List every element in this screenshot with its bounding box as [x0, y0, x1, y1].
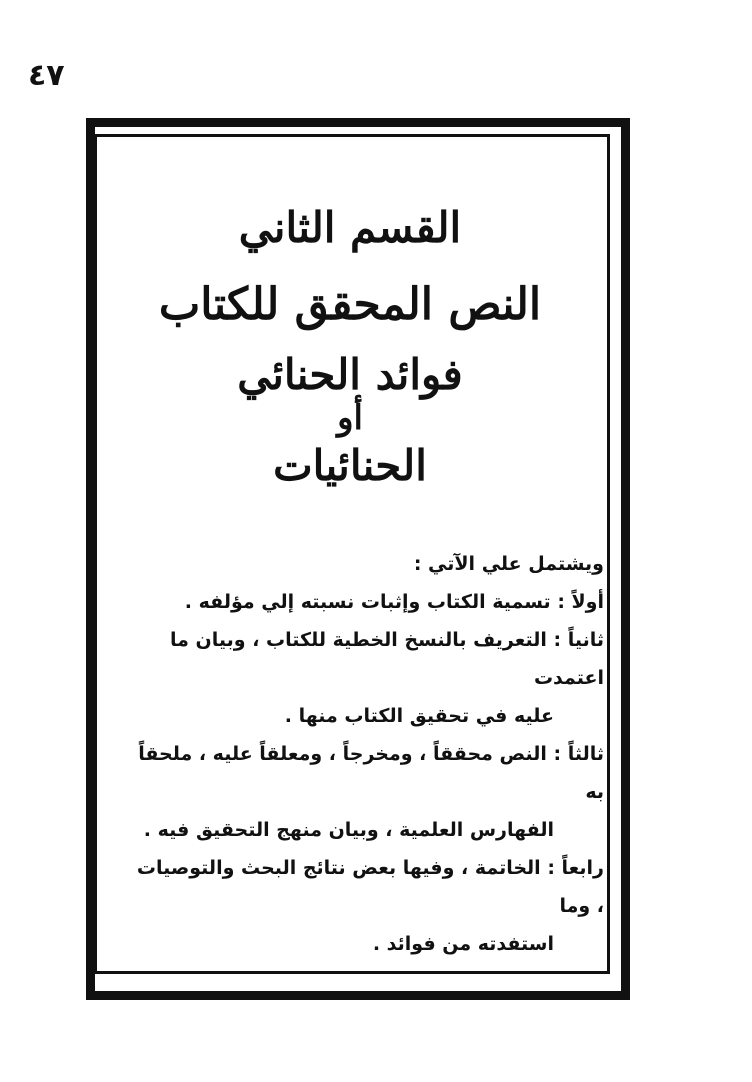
- list-item: [124, 735, 604, 849]
- list-item: [124, 849, 604, 963]
- title-conjunction: أو: [337, 397, 363, 438]
- item-continuation: الفهارس العلمية ، وبيان منهج التحقيق فيه .: [143, 819, 554, 841]
- section-heading: القسم الثاني: [238, 203, 462, 252]
- contents-list: [124, 545, 604, 963]
- item-text: الخاتمة ، وفيها بعض نتائج البحث والتوصيات ، وما: [136, 857, 604, 917]
- list-item: [124, 621, 604, 735]
- item-text: النص محققاً ، ومخرجاً ، ومعلقاً عليه ، ملحقاً به: [138, 743, 604, 803]
- book-alt-title: الحنائيات: [273, 441, 427, 491]
- item-text: التعريف بالنسخ الخطية للكتاب ، وبيان ما اعتمدت: [170, 629, 604, 689]
- list-item: [124, 583, 604, 621]
- item-continuation: استفدته من فوائد .: [372, 933, 554, 955]
- item-text: تسمية الكتاب وإثبات نسبته إلي مؤلفه .: [184, 591, 551, 613]
- item-label: ثالثاً :: [553, 743, 604, 765]
- item-label: ثانياً :: [553, 629, 604, 651]
- title-block: [100, 195, 600, 489]
- item-label: رابعاً :: [547, 857, 604, 879]
- section-subtitle: النص المحقق للكتاب: [158, 279, 542, 331]
- book-title: فوائد الحنائي: [237, 349, 463, 399]
- page-number: ٤٧: [28, 58, 65, 93]
- item-continuation: عليه في تحقيق الكتاب منها .: [284, 705, 554, 727]
- item-label: أولاً :: [557, 591, 604, 613]
- contents-intro: ويشتمل علي الآتي :: [413, 553, 604, 575]
